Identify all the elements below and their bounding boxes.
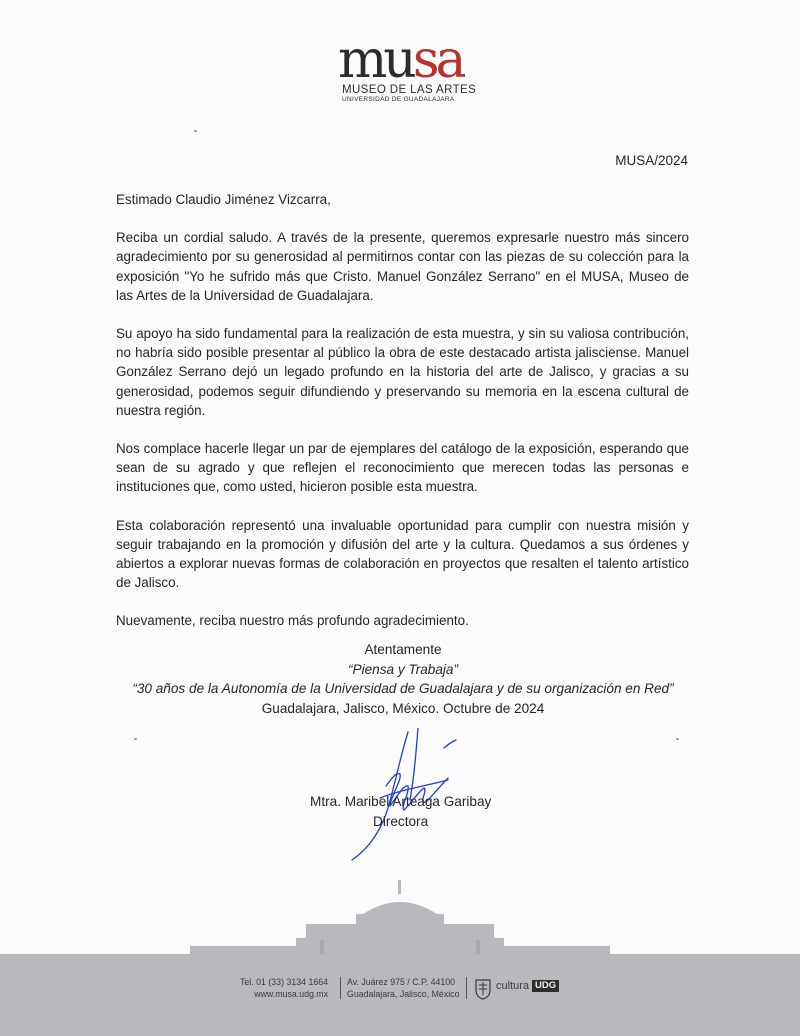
paragraph-1: Reciba un cordial saludo. A través de la presente, queremos expresarle nuestro más sincero agradecimiento por su generosidad al permitirnos contar con las piezas de su colección para la exposición "Yo he sufrido más que Cristo. Manuel González Serrano" en el MUSA, Museo de las Artes de la Universidad de Guadalajara.: [116, 230, 689, 303]
footer-divider: [466, 977, 467, 999]
reference-number: MUSA/2024: [615, 153, 688, 168]
closing-motto: “Piensa y Trabaja”: [347, 661, 459, 677]
cultura-text: cultura: [496, 980, 530, 992]
logo-sa: sa: [412, 30, 463, 90]
letter-body: [116, 190, 689, 650]
university-crest-icon: [474, 978, 492, 1000]
paragraph-4: Esta colaboración representó una invaluable oportunidad para cumplir con nuestra misión y seguir trabajando en la promoción y difusión del arte y la cultura. Quedamos a sus órdenes y abiertos a explorar nuevas formas de colaboración en proyectos que resalten el talento artístico de Jalisco.: [116, 517, 689, 591]
footer-address: [347, 977, 459, 1000]
paragraph-3: Nos complace hacerle llegar un par de ejemplares del catálogo de la exposición, esperando que sean de su agrado y que reflejen el reconocimiento que merecen todas las personas e instituciones que, como usted, hicieron posible esta muestra.: [116, 441, 689, 495]
footer: [0, 974, 800, 1014]
signer-name: Mtra. Maribel Arteaga Garibay: [310, 794, 492, 809]
footer-address-line2: Guadalajara, Jalisco, México: [347, 988, 460, 999]
udg-badge: UDG: [532, 980, 559, 992]
scan-speck: [194, 130, 197, 132]
paragraph-5: Nuevamente, reciba nuestro más profundo agradecimiento.: [116, 613, 469, 629]
footer-divider: [340, 977, 341, 999]
logo-museum-name: MUSEO DE LAS ARTES: [342, 84, 477, 96]
cultura-udg-logo: [496, 980, 559, 992]
scan-speck: [134, 738, 137, 740]
logo-university-name: UNIVERSIDAD DE GUADALAJARA: [342, 96, 455, 103]
salutation: Estimado Claudio Jiménez Vizcarra,: [116, 192, 331, 207]
footer-address-line1: Av. Juárez 975 / C.P. 44100: [347, 977, 456, 987]
paragraph-2: Su apoyo ha sido fundamental para la realización de esta muestra, y sin su valiosa contribución, no habría sido posible presentar al público la obra de este destacado artista jalisciense. Manuel González Serrano dejó un legado profundo en la historia del arte de Jalisco, y gracias a su generosidad, podemos seguir difundiendo y preservando su memoria en la escena cultural de nuestra región.: [116, 326, 689, 418]
closing-anniversary: “30 años de la Autonomía de la Universidad de Guadalajara y de su organización en Red”: [132, 681, 674, 696]
footer-contact: [240, 977, 328, 1000]
musa-logo: [338, 30, 478, 103]
footer-website[interactable]: www.musa.udg.mx: [254, 988, 329, 999]
signer-role: Directora: [373, 814, 429, 829]
footer-phone: Tel. 01 (33) 3134 1664: [240, 977, 329, 987]
signer-block: [310, 792, 491, 832]
closing-greeting: Atentamente: [364, 642, 442, 657]
closing-block: [100, 640, 706, 718]
scan-speck: [676, 738, 679, 740]
closing-place-date: Guadalajara, Jalisco, México. Octubre de 2024: [261, 700, 545, 716]
logo-mu: mu: [338, 30, 413, 90]
